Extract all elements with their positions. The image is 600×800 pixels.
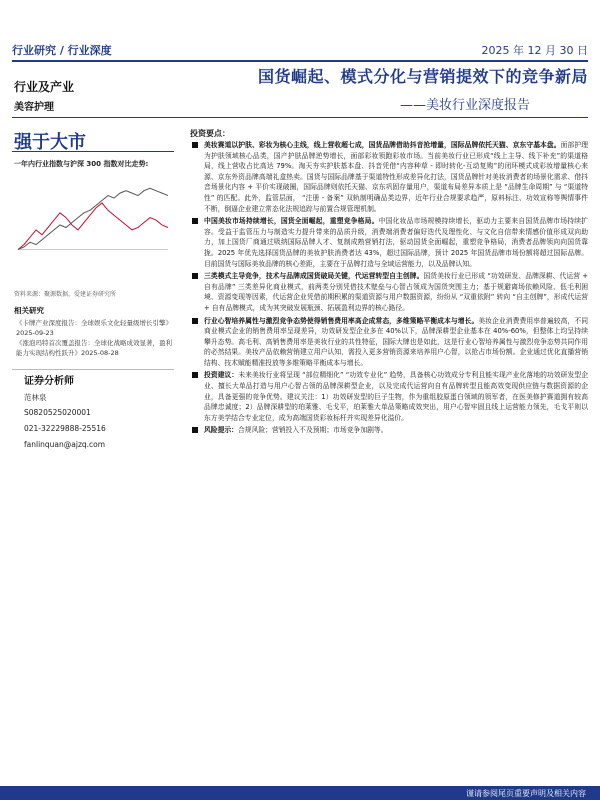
list-item: [190, 216, 588, 269]
bullet-square-icon: [192, 218, 198, 224]
analyst-name: 范林泉: [24, 393, 47, 402]
report-subtitle: ——美妆行业深度报告: [399, 98, 530, 113]
list-item: [190, 140, 588, 214]
report-category: 行业研究 / 行业深度: [12, 44, 112, 57]
bullet-heading: 美妆赛道以护肤、彩妆为核心主线，线上营收超七成，国货品牌借助抖音抢增量，国际品牌依托天猫、京东守基本盘。: [204, 141, 561, 149]
bullet-square-icon: [192, 142, 198, 148]
bullet-body: 美妆企业消费费用率普遍较高，不同商业模式企业的销售费用率呈现差异，功效研发型企业多在 40%以下，品牌深耕型企业基本在 40%-60%，但整体上均呈持续攀升态势。高毛利、高销售费用率是美妆行业的共性特征，国际大牌也是如此，这是行业心智培养属性与激烈竞争态势共同作用的必然结果。美妆产品依赖营销建立用户认知，需投入更多营销资源来培养用户心智，以抢占市场份额。企业通过优化直播营销结构、技术赋能精准投放等多维策略平衡成本与增长。: [204, 316, 588, 367]
industry-section: 行业及产业: [14, 80, 75, 94]
bullet-body: 中国化妆品市场规模持续增长，驱动力主要来自国货品牌市场持续扩容。受益于监管压力与制造实力提升带来的品质升级，消费端消费者偏好迭代及理性化、与文化自信带来情感价值形成双向助力，加上国货厂商通过吸纳国际品牌人才、复制成熟营销打法，驱动国货全面崛起，重塑竞争格局，消费者品牌领向向国货靠拢。2025 年优先选择国货品牌的美妆护肤消费者达 43%，超过国际品牌，预计 2025 年国货品牌市场份额将超过国际品牌。目前国货与国际美妆品牌的核心差距，主要在于品牌打造与全域运营能力，以及品牌认知。: [204, 217, 589, 268]
analyst-label: 证券分析师: [24, 376, 74, 387]
bullet-square-icon: [192, 318, 198, 324]
series-line-2: [18, 188, 168, 249]
index-comparison-chart: [14, 170, 172, 282]
list-item: [190, 271, 588, 313]
bullet-heading: 三类模式主导竞争，技术与品牌成国货破局关键，代运营转型自主创牌。: [204, 272, 424, 281]
investment-points: [190, 140, 588, 438]
rating-divider: [12, 151, 174, 152]
report-header: [12, 38, 588, 62]
industry-rating: 强于大市: [14, 132, 86, 153]
bullet-body: 合规风险；营销投入不及预期；市场竞争加剧等。: [237, 426, 388, 435]
bullet-body: 未来美妆行业将呈现 “部位精细化” “功效专业化” 趋势，具备核心功效成分专利且能实现产业化落地的功效研发型企业、擅长大单品打造与用户心智占领的品牌深耕型企业，以及完成代运营向自有品牌转型且能高效变现供应链与数据资源的企业，具备更强的竞争优势。建议关注：1）功效研发型的巨子生物，作为重组胶原蛋白领域的领军者，在医美修护赛道拥有较高品牌忠诚度；2）品牌深耕型的珀莱雅、毛戈平，珀莱雅大单品策略成效突出，用户心智牢固且线上运营能力领先，毛戈平则以东方美学结合专业定位，成为高端国货彩妆标杆并实现差异化溢价。: [204, 371, 588, 422]
analyst-phone: 021-32229888-25516: [24, 424, 106, 433]
bullet-square-icon: [192, 273, 198, 279]
investment-summary-label: 投资要点：: [190, 129, 230, 138]
bullet-heading: 风险提示：: [204, 426, 238, 435]
bullet-heading: 投资建议：: [204, 371, 239, 380]
chart-title: 一年内行业指数与沪深 300 指数对比走势:: [14, 160, 149, 168]
analyst-divider: [12, 369, 174, 370]
related-report-2[interactable]: 《涨泡玛特首次覆盖报告：全球化战略成效显著，盈利能力实现结构性跃升》2025-08-28: [16, 339, 172, 357]
industry-subsection: 美容护理: [14, 102, 54, 113]
page-footer: [0, 786, 600, 800]
related-report-1[interactable]: 《卡牌产业深度报告：全球娱乐文化轻量级增长引擎》2025-09-23: [16, 319, 172, 337]
bullet-square-icon: [192, 372, 198, 378]
bullet-square-icon: [192, 427, 198, 433]
title-divider: [12, 117, 588, 118]
bullet-body: 面部护理为护肤领域核心品类，国产护肤品牌逆势增长，面部彩妆领跑彩妆市场。当前美妆行业已形成“线上主导、线下补充”的渠道格局，线上营收占比高达 79%。淘天夯实护肤基本盘、抖音凭借“内容种草 - 即时转化-互动复购”的闭环模式成彩妆增量核心来源、京东外资品牌高端礼盒热卖。国货与国际品牌基于渠道特性形成差异化打法，国货品牌针对美妆消费者的场景化需求、借抖音场景化内容 + 平价实现破圈，国际品牌则依托天猫、京东巩固存量用户，渠道布局差异本质上是 “品牌生命周期” 与 “渠道特性” 的匹配。此外，监管层面， “注册 - 备案” 双轨制明确品类边界，近年行业合规要求趋严，原料标注、功效宣称等舆情事件不断，倒逼企业建立常态化法规追踪与前置合规管理机制。: [204, 141, 589, 213]
bullet-heading: 中国美妆市场持续增长，国货全面崛起，重塑竞争格局。: [204, 217, 379, 226]
series-line-1: [18, 203, 168, 250]
report-date: 2025 年 12 月 30 日: [481, 44, 588, 57]
bullet-body: 国货美妆行业已形成 “功效研发、品牌深耕、代运营 + 自有品牌” 三类差异化商业模式，前两类分别凭借技术壁垒与心智占领成为国货突围主力；基于规避离场依赖风险、低毛利困境、资源变现等因素，代运营企业凭借前期积累的渠道资源与用户数据资源，纷纷从 “双重依附” 转向 “自主创牌”，形成代运营 + 自有品牌模式，成为其突破发展瓶颈、拓展盈利边界的核心路径。: [204, 272, 588, 312]
related-research-label: 相关研究: [14, 306, 44, 315]
list-item: [190, 425, 588, 436]
list-item: [190, 316, 588, 369]
footer-disclaimer: 谨请参阅尾页重要声明及相关内容: [466, 789, 586, 798]
report-title: 国货崛起、模式分化与营销提效下的竞争新局: [257, 67, 588, 86]
list-item: [190, 370, 588, 423]
chart-source: 资料来源：聚源数据，爱建证券研究所: [14, 291, 117, 298]
analyst-license: S0820525020001: [24, 408, 91, 417]
bullet-heading: 行业心智培养属性与激烈竞争态势使得销售费用率高企成常态，多维策略平衡成本与增长。: [204, 316, 479, 325]
analyst-email[interactable]: fanlinquan@ajzq.com: [24, 440, 106, 449]
